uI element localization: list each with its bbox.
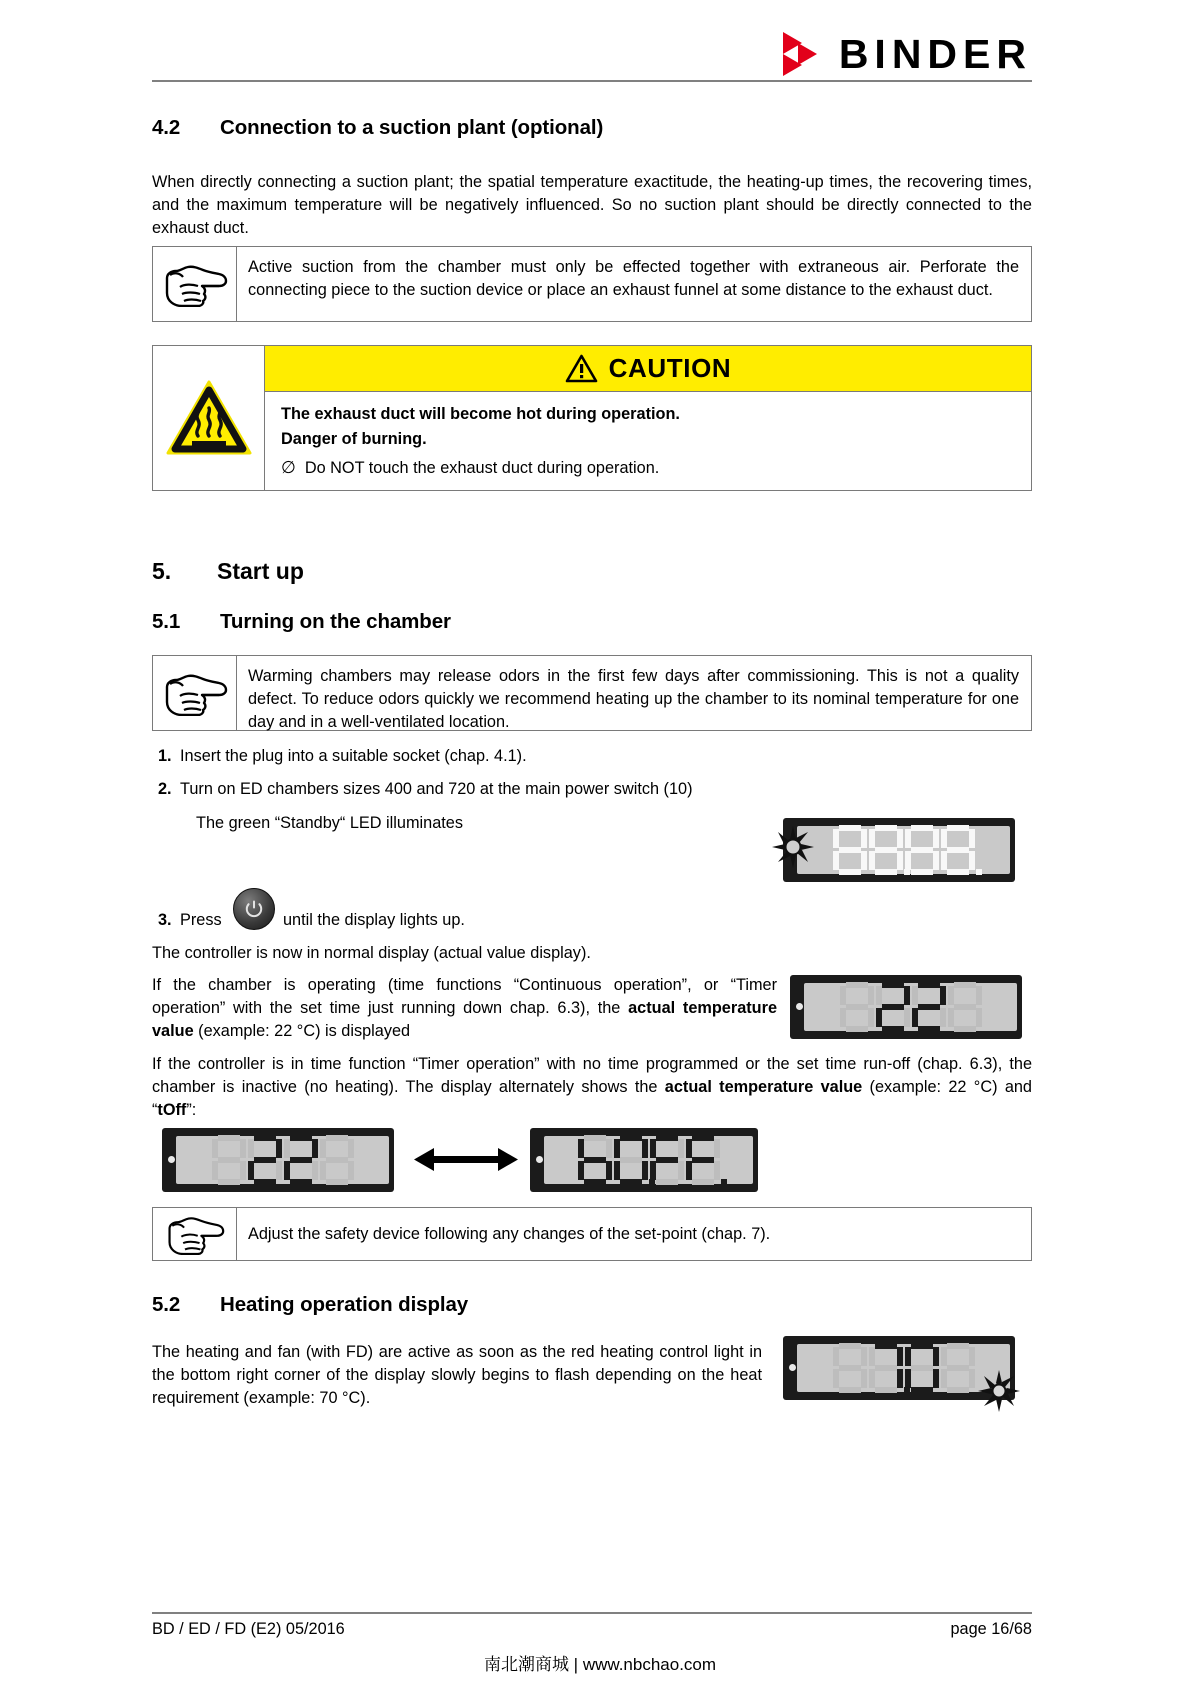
caution-banner	[265, 346, 1031, 392]
pointing-hand-icon	[162, 670, 228, 716]
step-3	[158, 909, 222, 932]
timer-part3: (example: 22 °C) and “	[152, 1077, 1032, 1119]
note-box-safety	[152, 1207, 1032, 1261]
heading-5-2-title: Heating operation display	[220, 1293, 469, 1316]
timer-part1: If the controller is in time function “Timer operation” with no time programmed or the set time run-off (chap. 6.3), the chamber is inactive (no heating). The display alternately shows the	[152, 1055, 1032, 1096]
seg-digit	[905, 825, 939, 875]
standby-display-screen	[797, 826, 1010, 875]
step-1	[158, 745, 527, 768]
caution-body	[265, 346, 1031, 490]
seg-digit-2	[876, 982, 910, 1032]
note-box-suction	[152, 246, 1032, 322]
operating-part1: If the chamber is operating (time functions “Continuous operation”, or “Timer operation” with the set time just running down chap. 6.3), the	[152, 976, 777, 1017]
note-icon-cell-safety	[153, 1208, 237, 1260]
step-3-text-after: until the display lights up.	[283, 911, 465, 929]
caution-line-1: The exhaust duct will become hot during operation.	[281, 405, 680, 423]
heading-5-1-title: Turning on the chamber	[220, 610, 451, 633]
display-led-indicator	[168, 1156, 175, 1163]
toff-display-screen	[544, 1136, 753, 1185]
seg-digit-2b	[284, 1135, 318, 1185]
heading-5-2	[152, 1293, 468, 1317]
seg-digit-blank2	[948, 982, 982, 1032]
pointing-hand-icon	[162, 261, 228, 307]
footer-document-code: BD / ED / FD (E2) 05/2016	[152, 1620, 345, 1638]
timer-bold1: actual temperature	[664, 1077, 814, 1096]
note-text-odors: Warming chambers may release odors in the first few days after commissioning. This is not a quality defect. To reduce odors quickly we recommend heating up the chamber to its nominal temperature for one day and in a well-ventilated location.	[248, 667, 1019, 731]
step-3-text-before: Press	[180, 911, 222, 929]
heading-4-2-title: Connection to a suction plant (optional)	[220, 116, 604, 139]
seg-digit-blank2	[320, 1135, 354, 1185]
seg-digit	[941, 825, 975, 875]
heading-5-2-number: 5.2	[152, 1293, 181, 1316]
heading-5	[152, 558, 304, 585]
heading-5-number: 5.	[152, 558, 172, 584]
header-divider	[152, 80, 1032, 82]
step-1-number: 1.	[158, 747, 172, 765]
prohibition-icon: ∅	[281, 458, 296, 477]
actual-temperature-display-alt	[162, 1128, 394, 1192]
actual-temperature-screen-alt	[176, 1136, 389, 1185]
caution-prohibition-text: Do NOT touch the exhaust duct during operation.	[304, 459, 660, 477]
paragraph-timer	[152, 1053, 1032, 1121]
paragraph-normal-display: The controller is now in normal display (actual value display).	[152, 944, 591, 962]
heading-5-1-number: 5.1	[152, 610, 181, 633]
seg-digit-blank2	[941, 1343, 975, 1393]
heading-5-1	[152, 610, 451, 634]
operating-bold: actual temperature value	[152, 998, 778, 1040]
caution-text-block	[265, 392, 1031, 490]
logo-triangle-right-icon	[798, 43, 817, 65]
heading-4-2-number: 4.2	[152, 116, 181, 139]
pointing-hand-icon	[165, 1213, 225, 1255]
seg-digit-f2	[686, 1135, 720, 1185]
seg-digit-f1	[650, 1135, 684, 1185]
actual-temperature-screen	[804, 983, 1017, 1032]
seg-digit-blank	[833, 1343, 867, 1393]
heading-5-title: Start up	[217, 558, 304, 584]
warning-triangle-icon	[565, 354, 598, 383]
footer-watermark: 南北潮商城 | www.nbchao.com	[483, 1655, 717, 1674]
caution-line-2: Danger of burning.	[281, 430, 427, 448]
seg-digit-7	[869, 1343, 903, 1393]
seg-digit-blank	[212, 1135, 246, 1185]
bidirectional-arrow-icon	[414, 1145, 518, 1175]
note-text-suction: Active suction from the chamber must only be effected together with extraneous air. Perforate the connecting piece to the suction device or place an exhaust funnel at some distance to the exhaust duct.	[248, 258, 1019, 299]
seg-digit	[869, 825, 903, 875]
caution-label: CAUTION	[608, 353, 732, 383]
power-button[interactable]	[233, 888, 275, 930]
actual-temperature-display	[790, 975, 1022, 1039]
note-box-odors	[152, 655, 1032, 731]
binder-wordmark: BINDER	[838, 30, 1032, 77]
display-led-indicator	[796, 1003, 803, 1010]
paragraph-suction-intro: When directly connecting a suction plant; the spatial temperature exactitude, the heating-up times, the recovering times, and the maximum temperature will be negatively influenced. So no suction plant should be directly connected to the exhaust duct.	[152, 173, 1032, 237]
seg-digit-0	[905, 1343, 939, 1393]
hot-surface-warning-icon	[166, 379, 252, 457]
display-led-indicator	[789, 1364, 796, 1371]
step-2-number: 2.	[158, 780, 172, 798]
caution-box	[152, 345, 1032, 491]
page-header	[152, 24, 1032, 82]
binder-logo	[783, 32, 1032, 76]
power-icon	[244, 899, 264, 919]
seg-digit	[833, 825, 867, 875]
note-text-safety: Adjust the safety device following any changes of the set-point (chap. 7).	[248, 1225, 771, 1244]
step-2	[158, 778, 693, 801]
toff-display	[530, 1128, 758, 1192]
standby-display	[783, 818, 1015, 882]
timer-part4: ”:	[186, 1100, 197, 1119]
heating-temperature-display	[783, 1336, 1015, 1400]
seg-digit-2b	[912, 982, 946, 1032]
paragraph-heating-display: The heating and fan (with FD) are active as soon as the red heating control light in the bottom right corner of the display slowly begins to flash depending on the heat requirement (example: 70 °C).	[152, 1343, 762, 1407]
note-icon-cell-odors	[153, 656, 237, 730]
heading-4-2	[152, 116, 603, 140]
timer-part2	[813, 1078, 820, 1096]
footer-page-number: page 16/68	[950, 1620, 1032, 1638]
timer-bold3: tOff	[157, 1100, 187, 1119]
standby-led-text: The green “Standby“ LED illuminates	[196, 814, 463, 832]
display-led-indicator	[536, 1156, 543, 1163]
seg-digit-t	[578, 1135, 612, 1185]
heating-display-screen	[797, 1344, 1010, 1393]
operating-part2: (example: 22 °C) is displayed	[193, 1021, 411, 1040]
binder-logo-mark-icon	[783, 32, 829, 76]
seg-digit-o	[614, 1135, 648, 1185]
step-2-text: Turn on ED chambers sizes 400 and 720 at the main power switch (10)	[180, 780, 693, 798]
paragraph-operating	[152, 974, 777, 1042]
note-icon-cell	[153, 247, 237, 321]
caution-icon-cell	[153, 346, 265, 490]
seg-digit-2	[248, 1135, 282, 1185]
step-3-number: 3.	[158, 911, 172, 929]
caution-prohibition-line	[281, 455, 1017, 481]
footer-divider	[152, 1612, 1032, 1614]
seg-digit-blank	[840, 982, 874, 1032]
timer-bold2: value	[820, 1077, 863, 1096]
step-1-text: Insert the plug into a suitable socket (chap. 4.1).	[180, 747, 527, 765]
